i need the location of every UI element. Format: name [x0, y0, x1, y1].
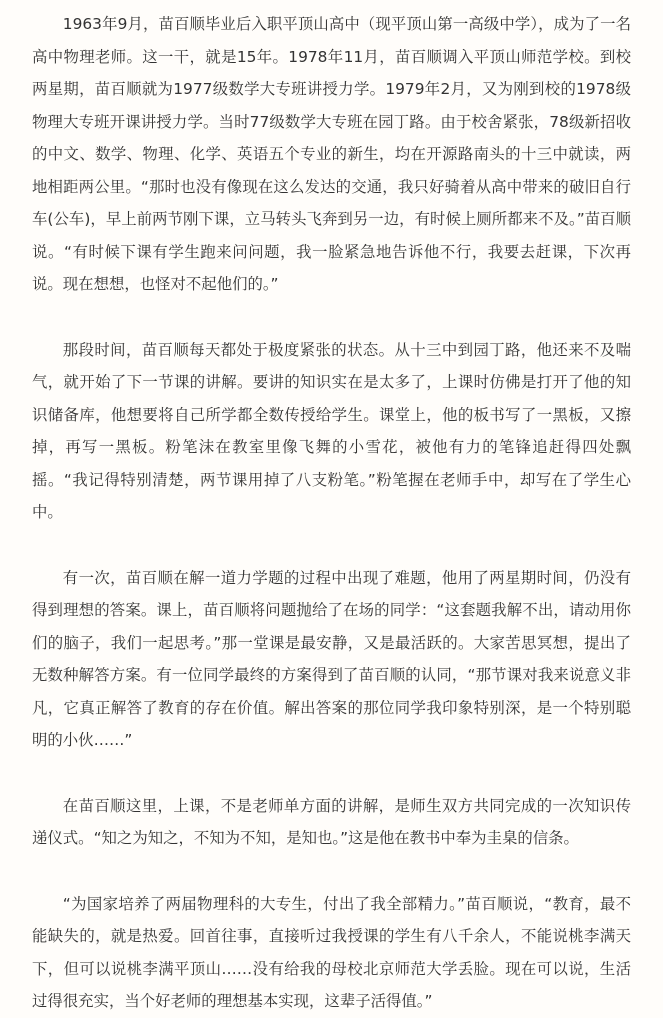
- paragraph-teaching-philosophy: 在苗百顺这里，上课，不是老师单方面的讲解，是师生双方共同完成的一次知识传递仪式。“知之为知之，不知为不知，是知也。”这是他在教书中奉为圭臬的信条。: [32, 796, 631, 847]
- paragraph-career-start: 1963年9月，苗百顺毕业后入职平顶山高中（现平顶山第一高级中学），成为了一名高中物理老师。这一干，就是15年。1978年11月，苗百顺调入平顶山师范学校。到校两星期，苗百顺就为1977级数学大专班讲授力学。1979年2月，又为刚到校的1978级物理大专班开课讲授力学。当时77级数学大专班在园丁路。由于校舍紧张，78级新招收的中文、数学、物理、化学、英语五个专业的新生，均在开源路南头的十三中就读，两地相距两公里。“那时也没有像现在这么发达的交通，我只好骑着从高中带来的破旧自行车(公车)，早上前两节刚下课，立马转头飞奔到另一边，有时候上厕所都来不及。”苗百顺说。“有时候下课有学生跑来问问题，我一脸紧急地告诉他不行，我要去赶课，下次再说。现在想想，也怪对不起他们的。”: [32, 15, 631, 293]
- paragraph-hard-problem: 有一次，苗百顺在解一道力学题的过程中出现了难题，他用了两星期时间，仍没有得到理想的答案。课上，苗百顺将问题抛给了在场的同学：“这套题我解不出，请动用你们的脑子，我们一起思考。”那一堂课是最安静，又是最活跃的。大家苦思冥想，提出了无数种解答方案。有一位同学最终的方案得到了苗百顺的认同，“那节课对我来说意义非凡，它真正解答了教育的存在价值。解出答案的那位同学我印象特别深，是一个特别聪明的小伙……”: [32, 568, 631, 749]
- paragraph-busy-period: 那段时间，苗百顺每天都处于极度紧张的状态。从十三中到园丁路，他还来不及喘气，就开始了下一节课的讲解。要讲的知识实在是太多了，上课时仿佛是打开了他的知识储备库，他想要将自己所学都全数传授给学生。课堂上，他的板书写了一黑板，又擦掉，再写一黑板。粉笔沫在教室里像飞舞的小雪花，被他有力的笔锋追赶得四处飘摇。“我记得特别清楚，两节课用掉了八支粉笔。”粉笔握在老师手中，却写在了学生心中。: [32, 340, 631, 521]
- paragraph-reflection-quote: “为国家培养了两届物理科的大专生，付出了我全部精力。”苗百顺说，“教育，最不能缺失的，就是热爱。回首往事，直接听过我授课的学生有八千余人，不能说桃李满天下，但可以说桃李满平顶山……没有给我的母校北京师范大学丢脸。现在可以说，生活过得很充实，当个好老师的理想基本实现，这辈子活得值。”: [32, 894, 631, 1010]
